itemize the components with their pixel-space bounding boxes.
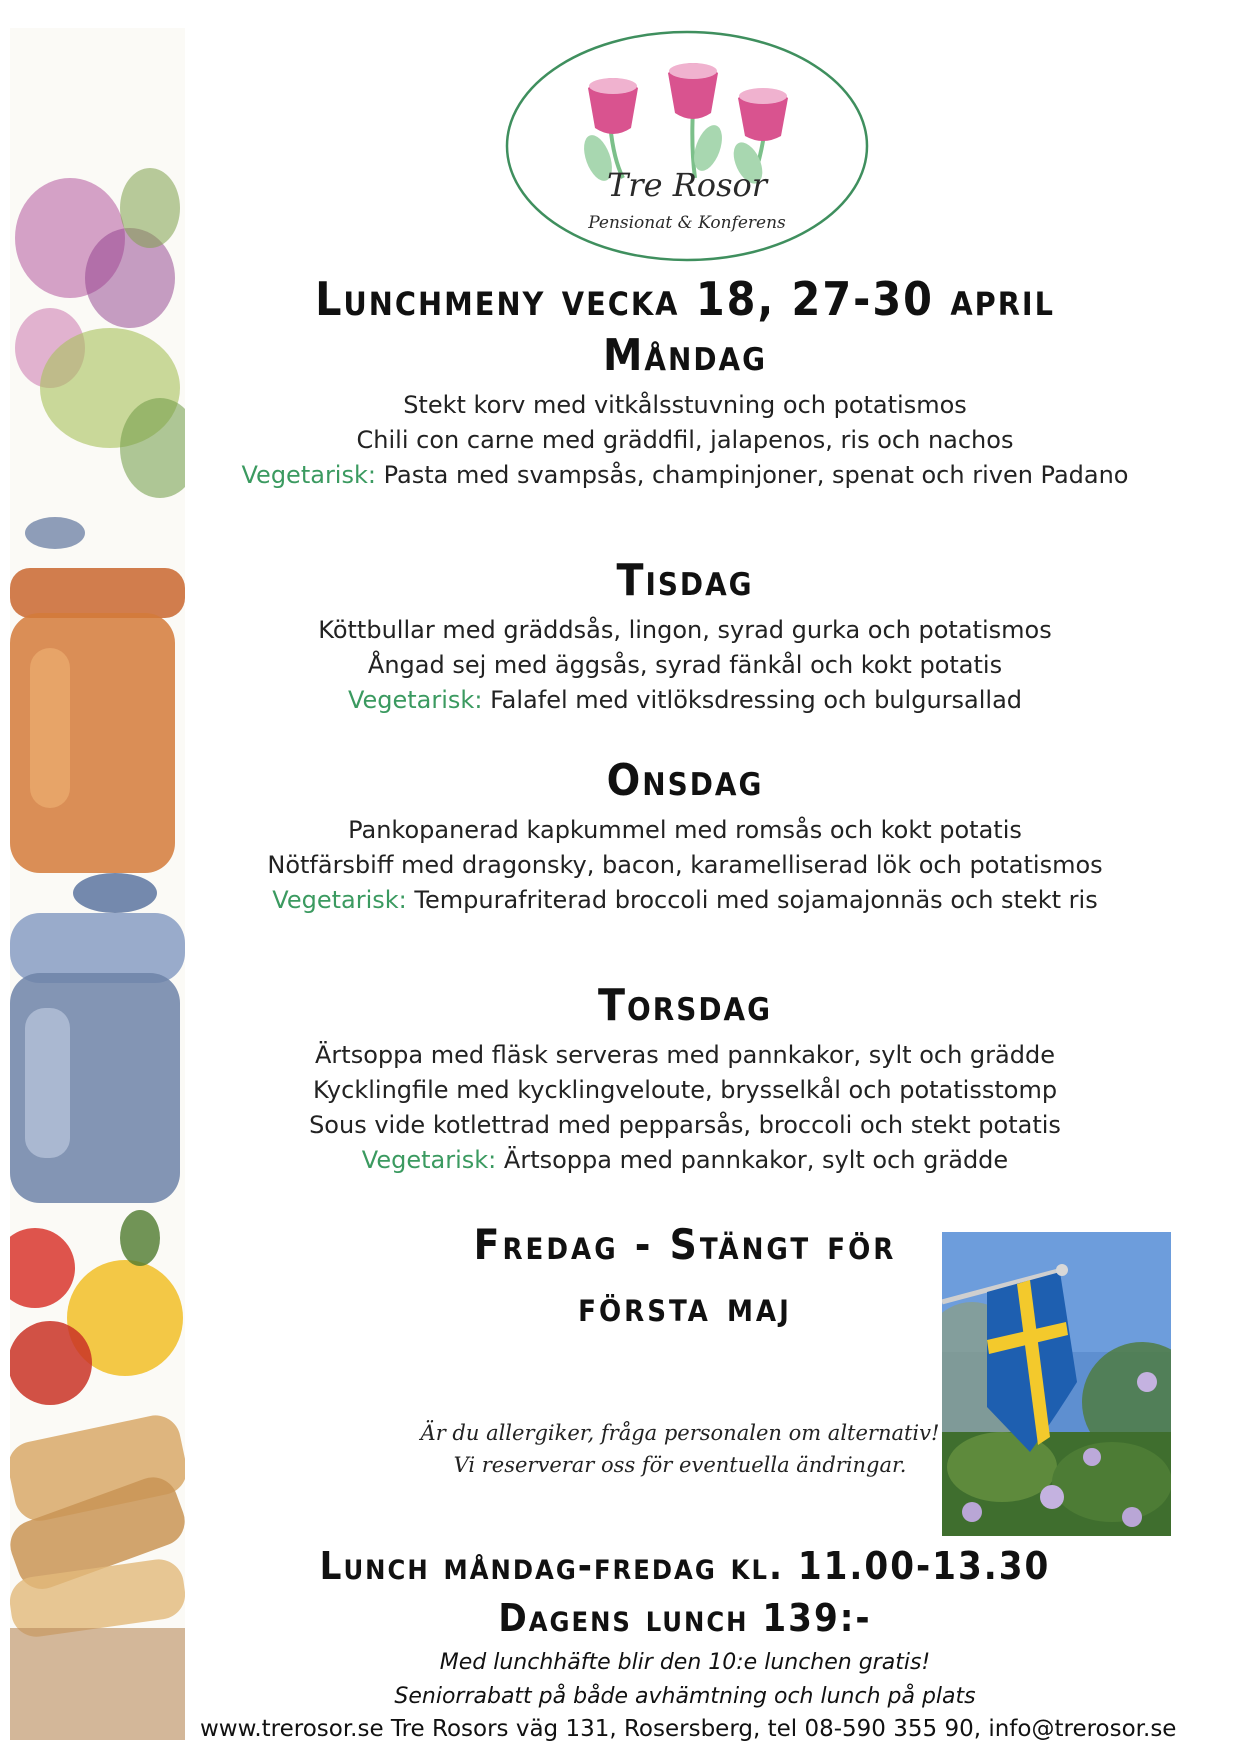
lunch-hours: Lunch måndag-fredag kl. 11.00-13.30 <box>319 1544 1051 1588</box>
menu-title: Lunchmeny vecka 18, 27-30 april <box>315 272 1055 326</box>
friday-closed-notice <box>440 1214 930 1338</box>
vegetarian-dish-name: Tempurafriterad broccoli med sojamajonnäs och stekt ris <box>414 886 1098 914</box>
day-heading-thursday: Torsdag <box>598 980 772 1031</box>
vegetarian-dish-name: Ärtsoppa med pannkakor, sylt och grädde <box>503 1146 1009 1174</box>
vegetarian-label: Vegetarisk: <box>241 461 376 489</box>
dish: Köttbullar med gräddsås, lingon, syrad gurka och potatismos <box>318 616 1052 644</box>
day-heading-monday: Måndag <box>603 330 767 381</box>
vegetarian-dish-name: Pasta med svampsås, champinjoner, spenat och riven Padano <box>383 461 1129 489</box>
dish: Nötfärsbiff med dragonsky, bacon, karamelliserad lök och potatismos <box>267 851 1103 879</box>
punchcard-offer: Med lunchhäfte blir den 10:e lunchen gratis! <box>439 1650 931 1675</box>
day-menu-monday <box>230 388 1140 493</box>
vegetarian-dish-name: Falafel med vitlöksdressing och bulgursallad <box>490 686 1023 714</box>
dish: Stekt korv med vitkålsstuvning och potatismos <box>403 391 967 419</box>
logo-tagline: Pensionat & Konferens <box>588 213 786 233</box>
senior-discount: Seniorrabatt på både avhämtning och lunch på plats <box>394 1684 976 1709</box>
vegetarian-dish <box>230 1143 1140 1178</box>
contact-info: www.trerosor.se Tre Rosors väg 131, Rosersberg, tel 08-590 355 90, info@trerosor.se <box>200 1716 1177 1742</box>
vegetarian-label: Vegetarisk: <box>347 686 483 714</box>
logo-name: Tre Rosor <box>606 166 768 204</box>
allergy-note <box>410 1417 950 1481</box>
side-illustration <box>10 28 185 1740</box>
day-heading-tuesday: Tisdag <box>616 555 754 606</box>
day-menu-wednesday <box>230 813 1140 918</box>
dish: Ångad sej med äggsås, syrad fänkål och kokt potatis <box>367 651 1003 679</box>
day-heading-wednesday: Onsdag <box>606 755 764 806</box>
dish: Kycklingfile med kycklingveloute, brysselkål och potatisstomp <box>312 1076 1058 1104</box>
swedish-flag-photo <box>942 1232 1171 1536</box>
vegetarian-dish <box>230 883 1140 918</box>
day-menu-thursday <box>230 1038 1140 1178</box>
dish: Pankopanerad kapkummel med romsås och kokt potatis <box>348 816 1022 844</box>
friday-line-1: Fredag - Stängt för <box>473 1220 897 1269</box>
dish: Sous vide kotlettrad med pepparsås, broccoli och stekt potatis <box>309 1111 1061 1139</box>
vegetarian-dish <box>230 458 1140 493</box>
changes-note-line: Vi reserverar oss för eventuella ändringar. <box>453 1453 907 1477</box>
dish: Ärtsoppa med fläsk serveras med pannkakor, sylt och grädde <box>315 1041 1055 1069</box>
dish: Chili con carne med gräddfil, jalapenos, ris och nachos <box>356 426 1014 454</box>
vegetarian-label: Vegetarisk: <box>272 886 407 914</box>
vegetarian-dish <box>230 683 1140 718</box>
daily-lunch-price: Dagens lunch 139:- <box>498 1596 872 1640</box>
allergy-note-line: Är du allergiker, fråga personalen om alternativ! <box>420 1421 940 1445</box>
logo <box>503 28 871 264</box>
vegetarian-label: Vegetarisk: <box>361 1146 497 1174</box>
friday-line-2: första maj <box>578 1282 792 1331</box>
day-menu-tuesday <box>230 613 1140 718</box>
